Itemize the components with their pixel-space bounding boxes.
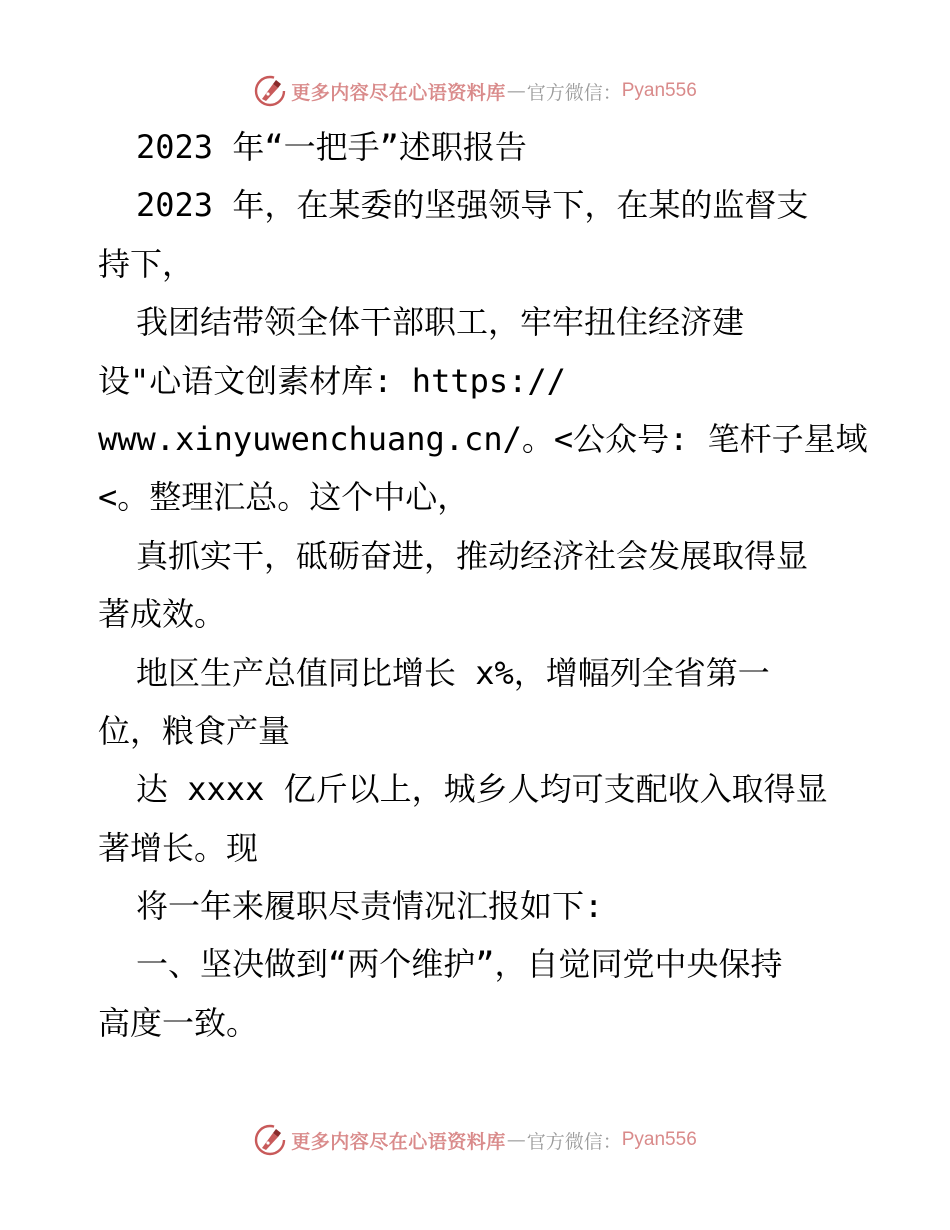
text-line: 一、坚决做到“两个维护”，自觉同党中央保持	[136, 945, 783, 984]
watermark-wechat-id: Pyan556	[621, 80, 697, 101]
pen-nib-logo-icon	[253, 74, 287, 108]
watermark-dash: —	[506, 1129, 526, 1151]
text-line: 高度一致。	[98, 1003, 259, 1042]
document-title: 2023 年“一把手”述职报告	[136, 128, 527, 166]
text-line: 位，粮食产量	[98, 711, 291, 750]
watermark-wechat-id: Pyan556	[621, 1129, 697, 1150]
text-line: 持下，	[98, 244, 195, 283]
header-watermark	[0, 71, 950, 111]
text-line: 将一年来履职尽责情况汇报如下:	[136, 887, 604, 926]
pen-nib-logo-icon	[253, 1123, 287, 1157]
text-line: <。整理汇总。这个中心，	[98, 478, 470, 517]
watermark-sub-text: 官方微信：	[526, 1130, 622, 1153]
watermark-sub-text: 官方微信：	[526, 81, 622, 104]
text-line: 设"心语文创素材库: https://	[98, 361, 566, 400]
text-line: 地区生产总值同比增长 x%，增幅列全省第一	[136, 653, 770, 692]
watermark-main-text: 更多内容尽在心语资料库	[291, 1130, 506, 1153]
text-line: www.xinyuwenchuang.cn/。<公众号: 笔杆子星域	[98, 419, 868, 458]
text-line: 达 xxxx 亿斤以上，城乡人均可支配收入取得显	[136, 770, 828, 809]
text-line: 我团结带领全体干部职工，牢牢扭住经济建	[136, 303, 745, 342]
text-line: 真抓实干，砥砺奋进，推动经济社会发展取得显	[136, 536, 809, 575]
footer-watermark	[0, 1120, 950, 1160]
text-line: 著增长。现	[98, 828, 259, 867]
document-body	[98, 118, 868, 1052]
watermark-dash: —	[506, 80, 526, 102]
text-line: 著成效。	[98, 595, 227, 634]
watermark-main-text: 更多内容尽在心语资料库	[291, 81, 506, 104]
text-line: 2023 年，在某委的坚强领导下，在某的监督支	[136, 186, 809, 225]
